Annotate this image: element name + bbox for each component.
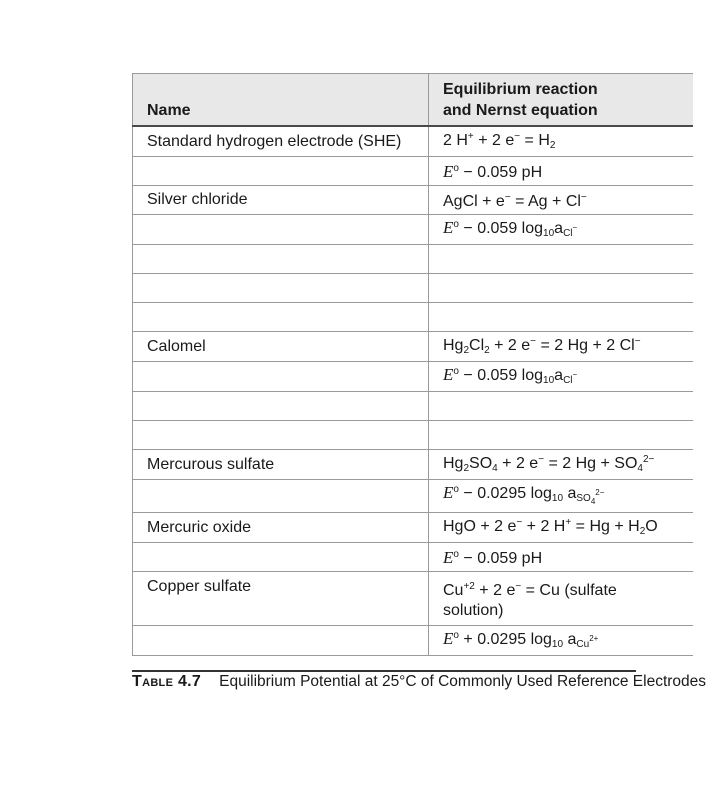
row-name [133,626,429,656]
equation-text: AgCl + e− = Ag + Cl− [443,192,587,210]
equation-text: 2 H+ + 2 $e^- = H_2$ [443,131,556,151]
row-equation [429,274,693,303]
table-row [133,157,693,186]
row-name [133,215,429,245]
header-row [133,74,693,127]
row-name: Mercurous sulfate [133,450,429,480]
equation-text: $Hg_2SO_4 + 2$ e− = 2 $Hg + SO_4^{2-}$ [443,454,655,474]
row-equation [429,392,693,421]
table-row [133,572,693,626]
table-row [133,392,693,421]
table-row [133,543,693,572]
row-name: Silver chloride [133,186,429,215]
row-equation [429,245,693,274]
header-equation-line1: Equilibrium reaction [443,81,598,98]
row-equation [429,450,693,480]
row-equation [429,157,693,186]
row-name [133,480,429,513]
row-equation [429,421,693,450]
table-row [133,480,693,513]
equation-text: $E^o + 0.0295$ $\log_{10} a_{Cu^{2+}}$ [443,629,599,650]
table-row [133,303,693,332]
row-name [133,274,429,303]
header-equation [429,74,693,127]
row-equation [429,126,693,157]
row-equation [429,543,693,572]
row-name [133,543,429,572]
row-equation [429,186,693,215]
equation-text: $Hg_2Cl_2 + 2$ e− = 2 Hg + 2 Cl− [443,336,641,356]
row-equation [429,480,693,513]
table-row [133,126,693,157]
table-row [133,215,693,245]
row-name [133,303,429,332]
equation-text: $E^o - 0.059$ $\log_{10}a_{Cl^-}$ [443,365,578,386]
table-row [133,626,693,656]
table-row [133,186,693,215]
reference-electrode-table [132,73,693,656]
table-row [133,362,693,392]
row-name [133,392,429,421]
row-equation [429,572,693,626]
header-equation-line2: and Nernst equation [443,102,598,119]
row-name: Copper sulfate [133,572,429,626]
table-row [133,332,693,362]
row-equation [429,332,693,362]
table-row [133,421,693,450]
table-caption-text: Equilibrium Potential at 25°C of Commonly Used Reference Electrodes [219,673,706,690]
row-equation [429,215,693,245]
table-row [133,450,693,480]
row-name [133,421,429,450]
row-equation [429,303,693,332]
row-name [133,362,429,392]
equation-text: $E^o - 0.0295$ $\log_{10} a_{SO_4^{2-}}$ [443,483,605,506]
row-name: Calomel [133,332,429,362]
row-name [133,245,429,274]
table-row [133,513,693,543]
row-equation [429,513,693,543]
header-name: Name [133,74,429,127]
table-row [133,245,693,274]
equation-text: $E^o - 0.059$ pH [443,548,543,567]
row-equation [429,626,693,656]
equation-text: $E^o - 0.059$ $\log_{10}a_{Cl^-}$ [443,218,578,239]
row-name: Mercuric oxide [133,513,429,543]
equation-text: $E^o - 0.059$ pH [443,162,543,181]
table-caption [132,673,706,691]
row-name: Standard hydrogen electrode (SHE) [133,126,429,157]
table-row [133,274,693,303]
row-equation [429,362,693,392]
equation-text: HgO + 2 e− + 2 $H^+ = Hg + H_2O$ [443,517,658,537]
row-name [133,157,429,186]
table-caption-label: Table 4.7 [132,673,202,690]
caption-divider [132,670,636,672]
equation-text: $Cu^{+2} + 2$ e− = Cu (sulfate solution) [443,581,617,619]
